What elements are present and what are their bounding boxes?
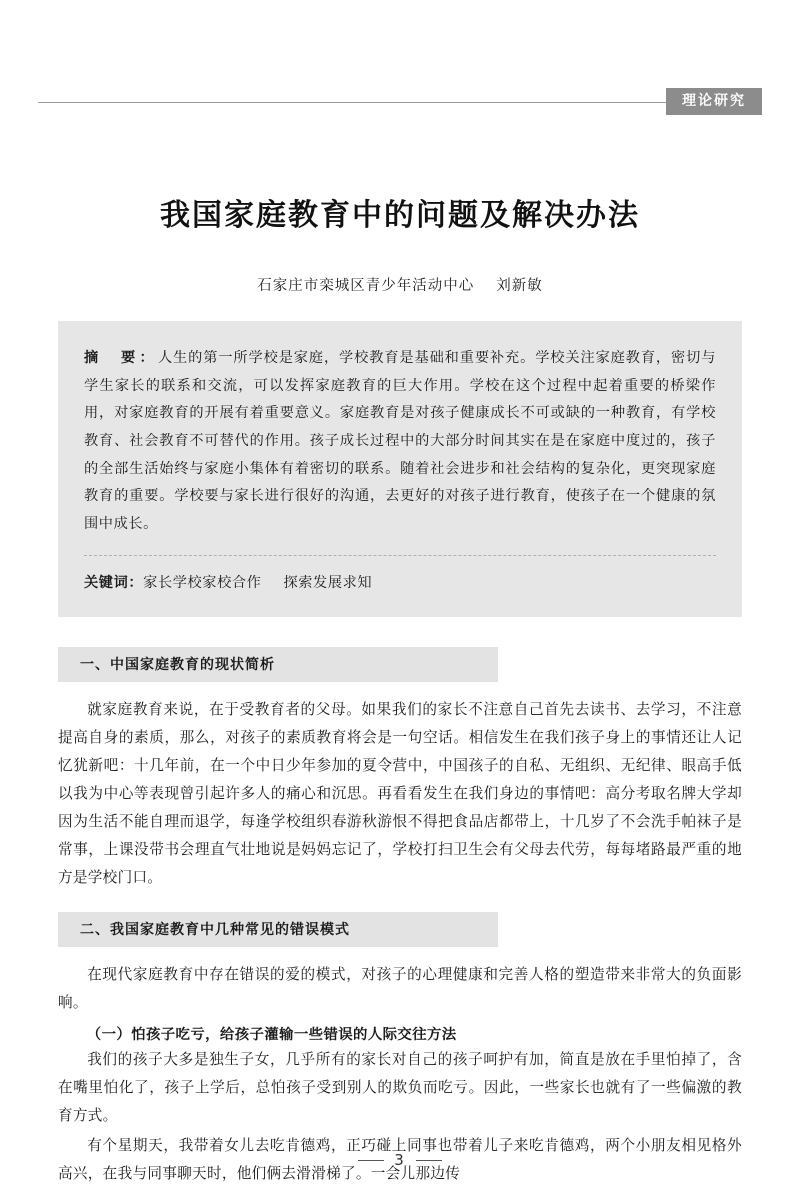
subsection-heading: （一）怕孩子吃亏，给孩子灌输一些错误的人际交往方法	[86, 1026, 457, 1043]
keywords-label: 关键词：	[84, 574, 144, 591]
paragraph: 在现代家庭教育中存在错误的爱的模式，对孩子的心理健康和完善人格的塑造带来非常大的负面影响。	[58, 966, 742, 1011]
abstract-label: 摘 要：	[84, 350, 158, 366]
section-heading-1: 一、中国家庭教育的现状简析	[58, 647, 498, 682]
abstract-box	[58, 321, 742, 617]
page-footer	[0, 1151, 800, 1169]
author-name: 刘新敏	[496, 278, 543, 294]
article-body	[58, 647, 742, 1188]
footer-dash-right	[416, 1160, 442, 1161]
section-tag: 理论研究	[666, 88, 762, 115]
paragraph: 我们的孩子大多是独生子女，几乎所有的家长对自己的孩子呵护有加，简直是放在手里怕掉了，含在嘴里怕化了，孩子上学后，总怕孩子受到别人的欺负而吃亏。因此，一些家长也就有了一些偏激的教育方式。	[58, 1051, 742, 1124]
abstract-paragraph	[84, 345, 716, 539]
byline	[0, 274, 800, 295]
keyword-item: 探索发展求知	[283, 574, 373, 591]
keywords-line	[84, 570, 716, 597]
page-number: 3	[394, 1151, 406, 1169]
header-rule	[38, 102, 762, 103]
paragraph: 有个星期天，我带着女儿去吃肯德鸡，正巧碰上同事也带着儿子来吃肯德鸡，两个小朋友相见格外高兴，在我与同事聊天时，他们俩去滑滑梯了。一会儿那边传	[58, 1137, 742, 1182]
footer-dash-left	[358, 1160, 384, 1161]
paragraph: 就家庭教育来说，在于受教育者的父母。如果我们的家长不注意自己首先去读书、去学习，不注意提高自身的素质，那么，对孩子的素质教育将会是一句空话。相信发生在我们孩子身上的事情还让人记忆犹新吧：十几年前，在一个中日少年参加的夏令营中，中国孩子的自私、无组织、无纪律、眼高手低以我为中心等表现曾引起许多人的痛心和沉思。再看看发生在我们身边的事情吧：高分考取名牌大学却因为生活不能自理而退学，每逢学校组织春游秋游恨不得把食品店都带上，十几岁了不会洗手帕袜子是常事，上课没带书会理直气壮地说是妈妈忘记了，学校打扫卫生会有父母去代劳，每每堵路最严重的地方是学校门口。	[58, 701, 742, 886]
section-heading-2: 二、我国家庭教育中几种常见的错误模式	[58, 912, 498, 947]
document-page	[0, 88, 800, 1191]
abstract-divider	[84, 555, 716, 556]
abstract-text: 人生的第一所学校是家庭，学校教育是基础和重要补充。学校关注家庭教育，密切与学生家长的联系和交流，可以发挥家庭教育的巨大作用。学校在这个过程中起着重要的桥梁作用，对家庭教育的开展有着重要意义。家庭教育是对孩子健康成长不可或缺的一种教育，有学校教育、社会教育不可替代的作用。孩子成长过程中的大部分时间其实在是在家庭中度过的，孩子的全部生活始终与家庭小集体有着密切的联系。随着社会进步和社会结构的复杂化，更突现家庭教育的重要。学校要与家长进行很好的沟通，去更好的对孩子进行教育，使孩子在一个健康的氛围中成长。	[84, 350, 716, 533]
page-header	[38, 88, 762, 118]
keyword-item: 家长学校家校合作	[143, 574, 262, 591]
article-title: 我国家庭教育中的问题及解决办法	[160, 198, 640, 233]
affiliation: 石家庄市栾城区青少年活动中心	[257, 278, 475, 294]
